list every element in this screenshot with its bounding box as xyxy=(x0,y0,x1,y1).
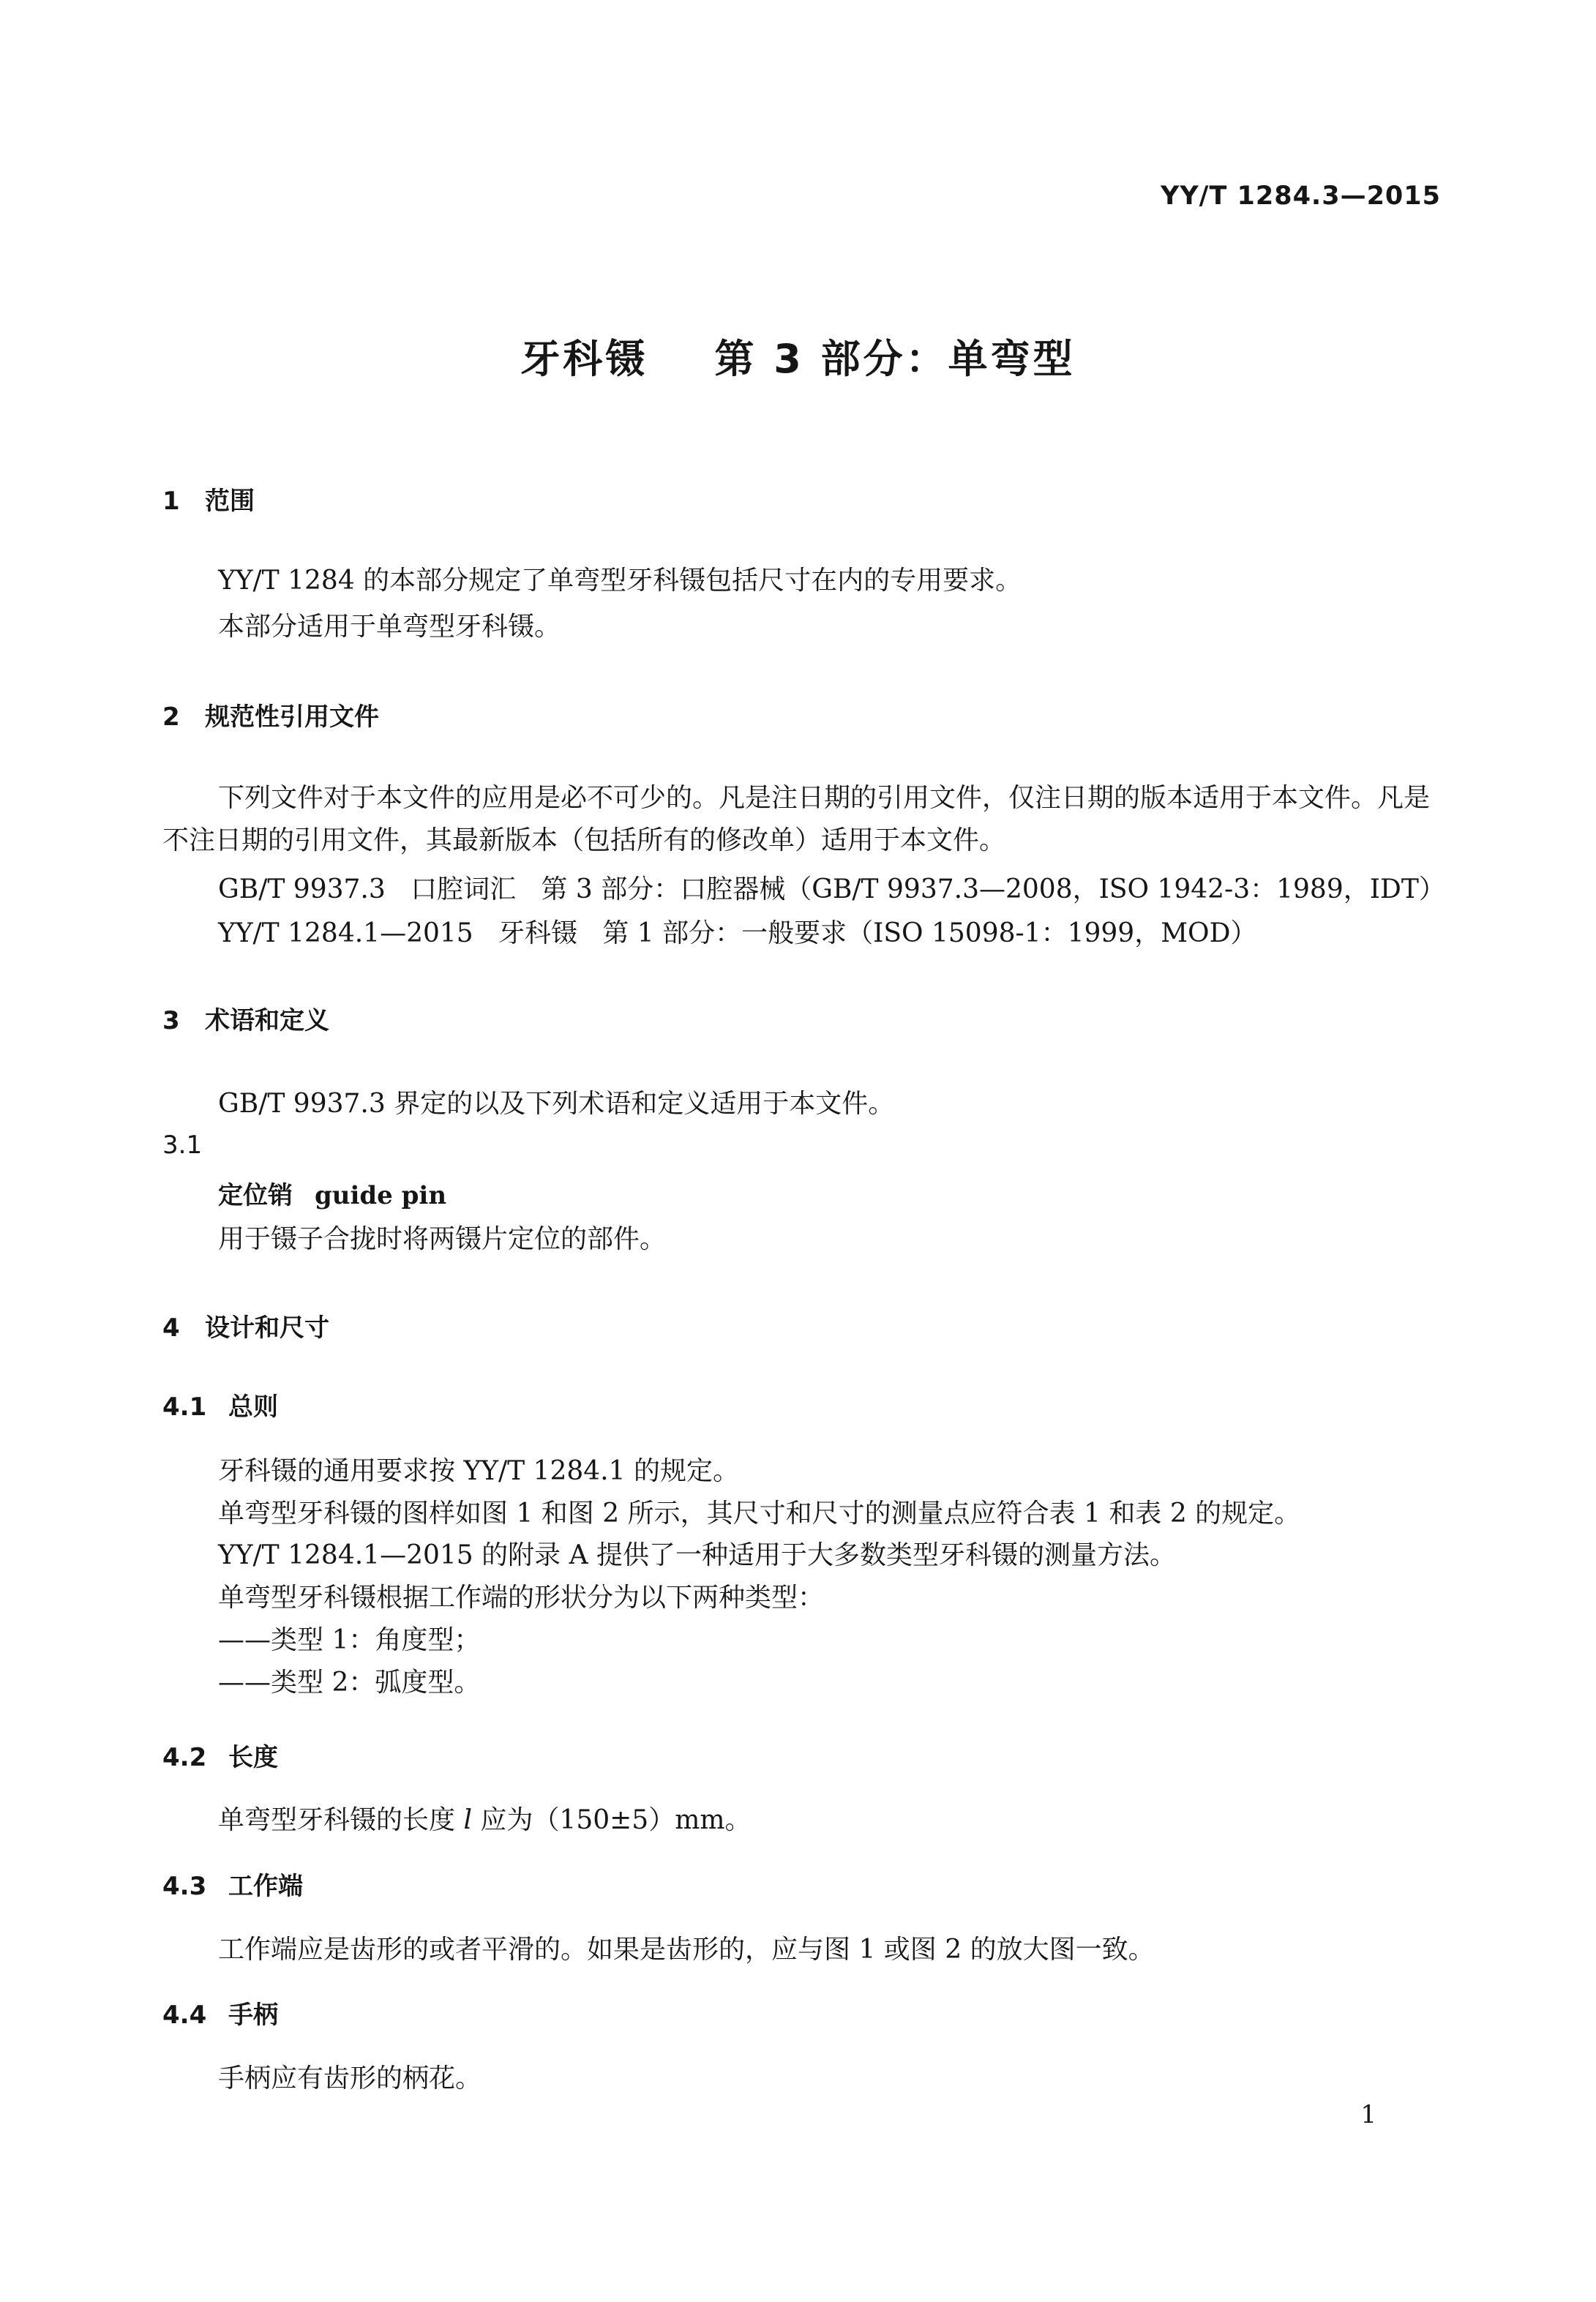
text-run: 单弯型牙科镊的长度 xyxy=(218,1805,464,1835)
subsection-heading-4-2 xyxy=(162,1737,278,1773)
section-heading-4 xyxy=(162,1308,329,1343)
term-chinese: 定位销 xyxy=(218,1181,293,1210)
subsection-heading-4-4 xyxy=(162,1995,278,2031)
section-heading-1 xyxy=(162,481,255,517)
paragraph: 下列文件对于本文件的应用是必不可少的。凡是注日期的引用文件，仅注日期的版本适用于本文件。凡是不注日期的引用文件，其最新版本（包括所有的修改单）适用于本文件。 xyxy=(162,783,1431,855)
section-heading-2 xyxy=(162,697,379,732)
section-title: 术语和定义 xyxy=(205,1006,329,1035)
section-title: 长度 xyxy=(228,1743,278,1772)
section-title: 工作端 xyxy=(228,1872,303,1901)
page-title: 牙科镊 第 3 部分：单弯型 xyxy=(520,336,1076,382)
paragraph: GB/T 9937.3 界定的以及下列术语和定义适用于本文件。 xyxy=(218,1089,895,1119)
variable-symbol: l xyxy=(463,1805,472,1835)
page-number: 1 xyxy=(1360,2100,1376,2129)
term-definition: 用于镊子合拢时将两镊片定位的部件。 xyxy=(218,1224,667,1254)
subsection-heading-4-1 xyxy=(162,1387,278,1422)
reference-item: YY/T 1284.1—2015 牙科镊 第 1 部分：一般要求（ISO 15098-1：1999，MOD） xyxy=(218,918,1257,948)
term-number: 3.1 xyxy=(162,1131,203,1160)
list-item: ——类型 1：角度型； xyxy=(218,1625,481,1655)
paragraph: YY/T 1284 的本部分规定了单弯型牙科镊包括尺寸在内的专用要求。 xyxy=(218,566,1022,596)
paragraph: 牙科镊的通用要求按 YY/T 1284.1 的规定。 xyxy=(218,1456,739,1486)
paragraph: YY/T 1284.1—2015 的附录 A 提供了一种适用于大多数类型牙科镊的测量方法。 xyxy=(218,1540,1177,1570)
section-number: 2 xyxy=(162,702,180,732)
section-title: 范围 xyxy=(205,487,255,516)
term-entry xyxy=(218,1175,446,1211)
reference-item: GB/T 9937.3 口腔词汇 第 3 部分：口腔器械（GB/T 9937.3—2008，ISO 1942-3：1989，IDT） xyxy=(218,874,1445,904)
paragraph: 工作端应是齿形的或者平滑的。如果是齿形的，应与图 1 或图 2 的放大图一致。 xyxy=(218,1935,1155,1965)
list-item: ——类型 2：弧度型。 xyxy=(218,1668,481,1698)
paragraph xyxy=(218,1799,751,1837)
section-number: 4 xyxy=(162,1313,180,1343)
section-number: 4.4 xyxy=(162,2001,207,2030)
subsection-heading-4-3 xyxy=(162,1866,303,1902)
section-title: 总则 xyxy=(228,1392,278,1422)
text-run: 应为（150±5）mm。 xyxy=(471,1805,752,1835)
paragraph: 单弯型牙科镊的图样如图 1 和图 2 所示，其尺寸和尺寸的测量点应符合表 1 和表 2 的规定。 xyxy=(218,1499,1301,1529)
document-code: YY/T 1284.3—2015 xyxy=(1160,181,1441,211)
paragraph: 单弯型牙科镊根据工作端的形状分为以下两种类型： xyxy=(218,1583,825,1613)
section-title: 手柄 xyxy=(228,2001,278,2030)
paragraph: 手柄应有齿形的柄花。 xyxy=(218,2063,482,2093)
section-number: 4.2 xyxy=(162,1743,207,1772)
section-title: 设计和尺寸 xyxy=(205,1313,329,1343)
section-number: 1 xyxy=(162,487,180,516)
term-english: guide pin xyxy=(315,1181,447,1210)
paragraph: 本部分适用于单弯型牙科镊。 xyxy=(218,612,561,642)
section-title: 规范性引用文件 xyxy=(205,702,379,732)
section-number: 4.3 xyxy=(162,1872,207,1901)
section-number: 3 xyxy=(162,1006,180,1035)
section-number: 4.1 xyxy=(162,1392,207,1422)
section-heading-3 xyxy=(162,1000,329,1036)
